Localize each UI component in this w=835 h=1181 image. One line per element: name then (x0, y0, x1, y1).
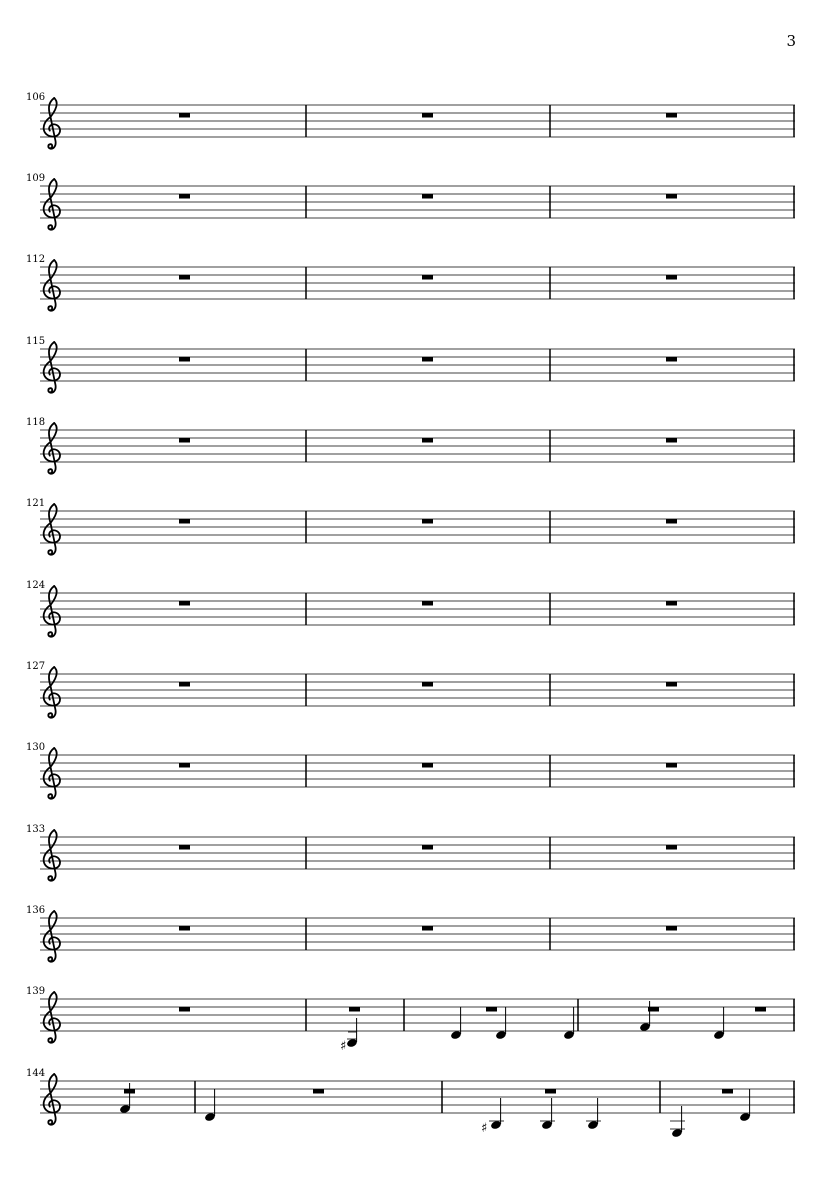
measure-number: 109 (26, 173, 46, 184)
staff-lines (40, 105, 795, 137)
whole-rest (666, 519, 677, 524)
whole-rest (422, 275, 433, 280)
system (26, 254, 795, 311)
treble-clef-icon (44, 423, 60, 474)
system (26, 173, 795, 230)
note (540, 1098, 555, 1130)
system (26, 92, 795, 149)
page-number: 3 (786, 32, 796, 50)
measure-number: 136 (26, 905, 46, 916)
whole-rest (422, 357, 433, 362)
whole-rest (313, 1089, 324, 1094)
measure-number: 144 (26, 1068, 46, 1079)
note (495, 1007, 507, 1040)
whole-rest (179, 601, 190, 606)
note (639, 1001, 651, 1032)
whole-rest (666, 194, 677, 199)
whole-rest (179, 845, 190, 850)
staff-lines (40, 267, 795, 299)
staff-lines (40, 999, 795, 1031)
system (26, 661, 795, 718)
whole-rest (422, 845, 433, 850)
staff-lines (40, 349, 795, 381)
whole-rest (179, 357, 190, 362)
whole-rest (422, 926, 433, 931)
note (739, 1089, 751, 1122)
whole-rest (422, 519, 433, 524)
note (713, 1007, 725, 1040)
staff-lines (40, 755, 795, 787)
whole-rest (666, 275, 677, 280)
note (481, 1098, 504, 1136)
staff-lines (40, 430, 795, 462)
treble-clef-icon (44, 260, 60, 311)
staff-lines (40, 593, 795, 625)
whole-rest (179, 1007, 190, 1012)
treble-clef-icon (44, 179, 60, 230)
measure-number: 112 (26, 254, 46, 265)
staff-lines (40, 674, 795, 706)
measure-number: 133 (26, 824, 46, 835)
measure-number: 124 (26, 580, 46, 591)
whole-rest (666, 845, 677, 850)
system (26, 498, 795, 555)
treble-clef-icon (44, 992, 60, 1043)
measure-number: 106 (26, 92, 46, 103)
whole-rest (666, 763, 677, 768)
whole-rest (486, 1007, 497, 1012)
note (563, 1007, 575, 1040)
whole-rest (666, 113, 677, 118)
whole-rest (179, 926, 190, 931)
note (340, 1018, 358, 1054)
treble-clef-icon (44, 1074, 60, 1125)
treble-clef-icon (44, 98, 60, 149)
whole-rest (179, 113, 190, 118)
system (26, 1068, 795, 1138)
whole-rest (666, 601, 677, 606)
measure-number: 115 (26, 336, 46, 347)
system (26, 417, 795, 474)
whole-rest (422, 113, 433, 118)
system (26, 336, 795, 393)
whole-rest (422, 682, 433, 687)
whole-rest (722, 1089, 733, 1094)
sharp-icon: ♯ (481, 1121, 488, 1136)
system (26, 580, 795, 637)
treble-clef-icon (44, 667, 60, 718)
measure-number: 130 (26, 742, 46, 753)
system (26, 986, 795, 1054)
whole-rest (179, 682, 190, 687)
whole-rest (179, 519, 190, 524)
whole-rest (422, 763, 433, 768)
system (26, 742, 795, 799)
whole-rest (422, 194, 433, 199)
whole-rest (179, 438, 190, 443)
note (586, 1098, 601, 1130)
treble-clef-icon (44, 586, 60, 637)
treble-clef-icon (44, 830, 60, 881)
whole-rest (422, 438, 433, 443)
note (119, 1083, 131, 1114)
staff-lines (40, 511, 795, 543)
staff-lines (40, 186, 795, 218)
whole-rest (179, 763, 190, 768)
note (670, 1106, 685, 1138)
staff-lines (40, 918, 795, 950)
note (204, 1089, 216, 1122)
measure-number: 118 (26, 417, 46, 428)
whole-rest (422, 601, 433, 606)
whole-rest (666, 357, 677, 362)
measure-number: 127 (26, 661, 46, 672)
treble-clef-icon (44, 748, 60, 799)
whole-rest (666, 438, 677, 443)
measure-number: 139 (26, 986, 46, 997)
whole-rest (666, 926, 677, 931)
system (26, 905, 795, 962)
system (26, 824, 795, 881)
note (450, 1007, 462, 1040)
whole-rest (179, 194, 190, 199)
treble-clef-icon (44, 342, 60, 393)
measure-number: 121 (26, 498, 46, 509)
whole-rest (755, 1007, 766, 1012)
staff-lines (40, 837, 795, 869)
sharp-icon: ♯ (340, 1039, 347, 1054)
whole-rest (179, 275, 190, 280)
treble-clef-icon (44, 911, 60, 962)
whole-rest (349, 1007, 360, 1012)
treble-clef-icon (44, 504, 60, 555)
whole-rest (545, 1089, 556, 1094)
whole-rest (666, 682, 677, 687)
